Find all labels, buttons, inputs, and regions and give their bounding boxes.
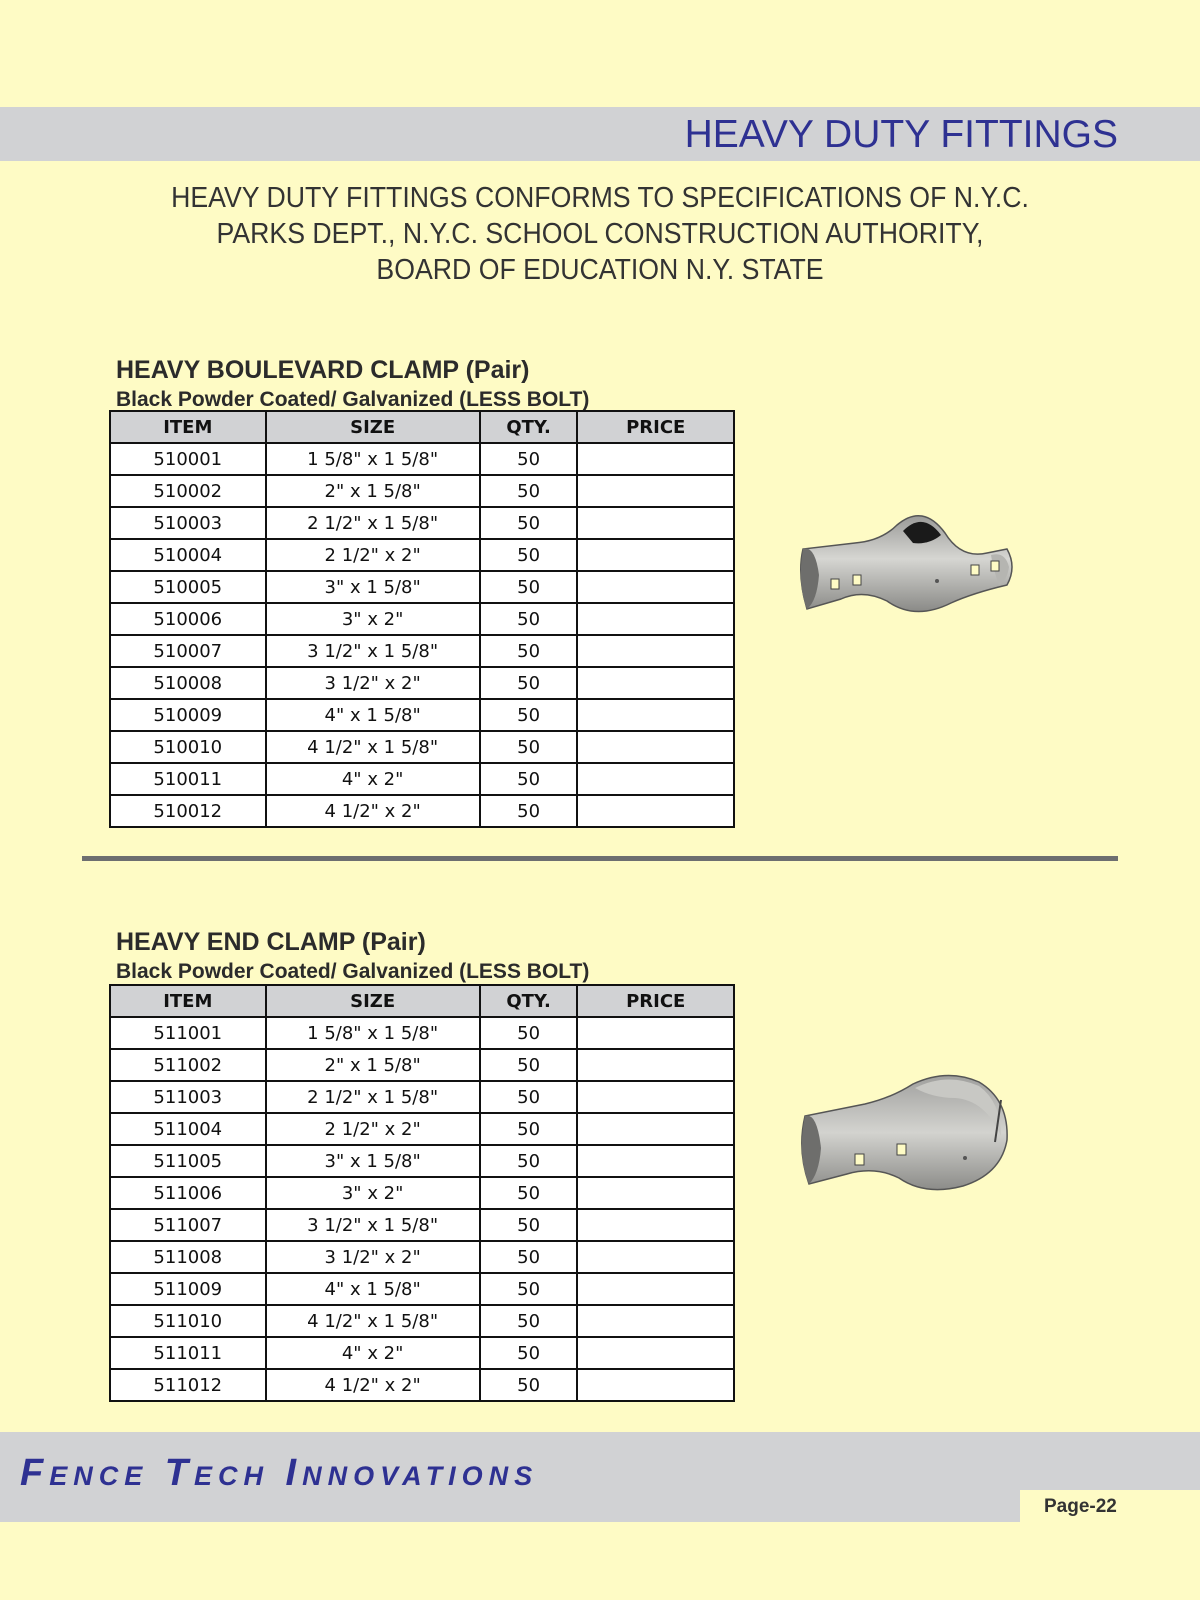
cell-item: 511010 — [110, 1305, 266, 1337]
intro-line: HEAVY DUTY FITTINGS CONFORMS TO SPECIFICATIONS OF N.Y.C. — [171, 182, 1029, 214]
cell-qty: 50 — [480, 1305, 578, 1337]
cell-price — [577, 1017, 734, 1049]
cell-price — [577, 539, 734, 571]
cell-price — [577, 1145, 734, 1177]
table-row — [110, 1113, 734, 1145]
table-row — [110, 1049, 734, 1081]
cell-size: 4 1/2" x 2" — [266, 795, 480, 827]
cell-price — [577, 1177, 734, 1209]
table-row — [110, 1369, 734, 1401]
cell-size: 2 1/2" x 1 5/8" — [266, 507, 480, 539]
cell-price — [577, 1305, 734, 1337]
table-row — [110, 603, 734, 635]
table-row — [110, 763, 734, 795]
cell-item: 511001 — [110, 1017, 266, 1049]
cell-qty: 50 — [480, 795, 578, 827]
cell-size: 3 1/2" x 1 5/8" — [266, 635, 480, 667]
cell-item: 510006 — [110, 603, 266, 635]
end-clamp-image — [795, 1070, 1035, 1220]
column-header-item: ITEM — [110, 411, 266, 443]
cell-item: 510001 — [110, 443, 266, 475]
cell-price — [577, 443, 734, 475]
section-title-boulevard-clamp: HEAVY BOULEVARD CLAMP (Pair) — [116, 356, 530, 384]
cell-item: 511006 — [110, 1177, 266, 1209]
cell-qty: 50 — [480, 443, 578, 475]
table-row — [110, 1241, 734, 1273]
cell-item: 510004 — [110, 539, 266, 571]
table-row — [110, 1177, 734, 1209]
cell-qty: 50 — [480, 1369, 578, 1401]
column-header-size: SIZE — [266, 985, 480, 1017]
cell-price — [577, 795, 734, 827]
cell-item: 510012 — [110, 795, 266, 827]
table-row — [110, 1305, 734, 1337]
cell-price — [577, 731, 734, 763]
cell-item: 511004 — [110, 1113, 266, 1145]
cell-item: 510010 — [110, 731, 266, 763]
cell-qty: 50 — [480, 1081, 578, 1113]
intro-text — [140, 180, 1060, 288]
table-row — [110, 475, 734, 507]
cell-size: 4" x 2" — [266, 763, 480, 795]
column-header-qty: QTY. — [480, 411, 578, 443]
page-number: Page-22 — [1044, 1496, 1117, 1517]
cell-qty: 50 — [480, 1049, 578, 1081]
table-header-row — [110, 411, 734, 443]
table-row — [110, 731, 734, 763]
table-row — [110, 667, 734, 699]
cell-item: 511012 — [110, 1369, 266, 1401]
cell-item: 511009 — [110, 1273, 266, 1305]
column-header-size: SIZE — [266, 411, 480, 443]
cell-size: 4 1/2" x 2" — [266, 1369, 480, 1401]
intro-line: BOARD OF EDUCATION N.Y. STATE — [376, 254, 824, 286]
table-row — [110, 1337, 734, 1369]
section-subtitle-end-clamp: Black Powder Coated/ Galvanized (LESS BOLT) — [116, 960, 590, 983]
cell-size: 2 1/2" x 1 5/8" — [266, 1081, 480, 1113]
cell-qty: 50 — [480, 763, 578, 795]
cell-size: 2" x 1 5/8" — [266, 1049, 480, 1081]
cell-size: 3 1/2" x 2" — [266, 667, 480, 699]
cell-price — [577, 1209, 734, 1241]
cell-price — [577, 475, 734, 507]
cell-price — [577, 1337, 734, 1369]
cell-item: 510008 — [110, 667, 266, 699]
cell-item: 510011 — [110, 763, 266, 795]
table-row — [110, 1273, 734, 1305]
cell-price — [577, 667, 734, 699]
cell-item: 511008 — [110, 1241, 266, 1273]
cell-qty: 50 — [480, 1017, 578, 1049]
cell-size: 2 1/2" x 2" — [266, 1113, 480, 1145]
cell-qty: 50 — [480, 1113, 578, 1145]
cell-qty: 50 — [480, 635, 578, 667]
section-divider — [82, 856, 1118, 861]
cell-price — [577, 571, 734, 603]
cell-price — [577, 1049, 734, 1081]
cell-price — [577, 635, 734, 667]
cell-size: 3" x 1 5/8" — [266, 1145, 480, 1177]
cell-price — [577, 1113, 734, 1145]
cell-qty: 50 — [480, 731, 578, 763]
intro-line: PARKS DEPT., N.Y.C. SCHOOL CONSTRUCTION AUTHORITY, — [216, 218, 984, 250]
cell-size: 4" x 2" — [266, 1337, 480, 1369]
table-row — [110, 1209, 734, 1241]
header-band — [0, 107, 1200, 161]
cell-item: 510005 — [110, 571, 266, 603]
cell-price — [577, 1241, 734, 1273]
cell-size: 3" x 1 5/8" — [266, 571, 480, 603]
cell-size: 1 5/8" x 1 5/8" — [266, 1017, 480, 1049]
cell-item: 511002 — [110, 1049, 266, 1081]
cell-item: 510007 — [110, 635, 266, 667]
page-title: HEAVY DUTY FITTINGS — [684, 113, 1118, 156]
table-row — [110, 443, 734, 475]
table-row — [110, 507, 734, 539]
cell-size: 4 1/2" x 1 5/8" — [266, 731, 480, 763]
cell-price — [577, 763, 734, 795]
cell-qty: 50 — [480, 667, 578, 699]
cell-price — [577, 603, 734, 635]
cell-size: 3" x 2" — [266, 1177, 480, 1209]
cell-qty: 50 — [480, 571, 578, 603]
cell-item: 511005 — [110, 1145, 266, 1177]
cell-price — [577, 1369, 734, 1401]
cell-item: 511011 — [110, 1337, 266, 1369]
cell-qty: 50 — [480, 539, 578, 571]
cell-size: 4" x 1 5/8" — [266, 699, 480, 731]
cell-qty: 50 — [480, 507, 578, 539]
cell-item: 511003 — [110, 1081, 266, 1113]
cell-qty: 50 — [480, 1273, 578, 1305]
table-row — [110, 1017, 734, 1049]
cell-size: 4 1/2" x 1 5/8" — [266, 1305, 480, 1337]
column-header-price: PRICE — [577, 985, 734, 1017]
cell-size: 3 1/2" x 1 5/8" — [266, 1209, 480, 1241]
price-table-boulevard-clamp — [109, 410, 735, 828]
column-header-qty: QTY. — [480, 985, 578, 1017]
cell-size: 2" x 1 5/8" — [266, 475, 480, 507]
boulevard-clamp-image — [795, 505, 1035, 645]
table-row — [110, 1145, 734, 1177]
table-row — [110, 635, 734, 667]
table-row — [110, 571, 734, 603]
cell-size: 1 5/8" x 1 5/8" — [266, 443, 480, 475]
cell-size: 4" x 1 5/8" — [266, 1273, 480, 1305]
column-header-price: PRICE — [577, 411, 734, 443]
table-row — [110, 699, 734, 731]
cell-price — [577, 699, 734, 731]
cell-size: 3 1/2" x 2" — [266, 1241, 480, 1273]
column-header-item: ITEM — [110, 985, 266, 1017]
price-table-end-clamp — [109, 984, 735, 1402]
table-row — [110, 539, 734, 571]
cell-qty: 50 — [480, 475, 578, 507]
cell-qty: 50 — [480, 1241, 578, 1273]
cell-item: 510002 — [110, 475, 266, 507]
cell-item: 510003 — [110, 507, 266, 539]
cell-item: 510009 — [110, 699, 266, 731]
table-header-row — [110, 985, 734, 1017]
section-title-end-clamp: HEAVY END CLAMP (Pair) — [116, 928, 426, 956]
section-subtitle-boulevard-clamp: Black Powder Coated/ Galvanized (LESS BOLT) — [116, 388, 590, 411]
cell-price — [577, 1273, 734, 1305]
cell-size: 3" x 2" — [266, 603, 480, 635]
cell-qty: 50 — [480, 603, 578, 635]
table-row — [110, 795, 734, 827]
cell-qty: 50 — [480, 1337, 578, 1369]
cell-price — [577, 507, 734, 539]
cell-qty: 50 — [480, 1145, 578, 1177]
cell-qty: 50 — [480, 699, 578, 731]
brand-logo-text: Fence Tech Innovations — [20, 1452, 539, 1494]
cell-size: 2 1/2" x 2" — [266, 539, 480, 571]
table-row — [110, 1081, 734, 1113]
cell-qty: 50 — [480, 1177, 578, 1209]
cell-price — [577, 1081, 734, 1113]
cell-item: 511007 — [110, 1209, 266, 1241]
cell-qty: 50 — [480, 1209, 578, 1241]
